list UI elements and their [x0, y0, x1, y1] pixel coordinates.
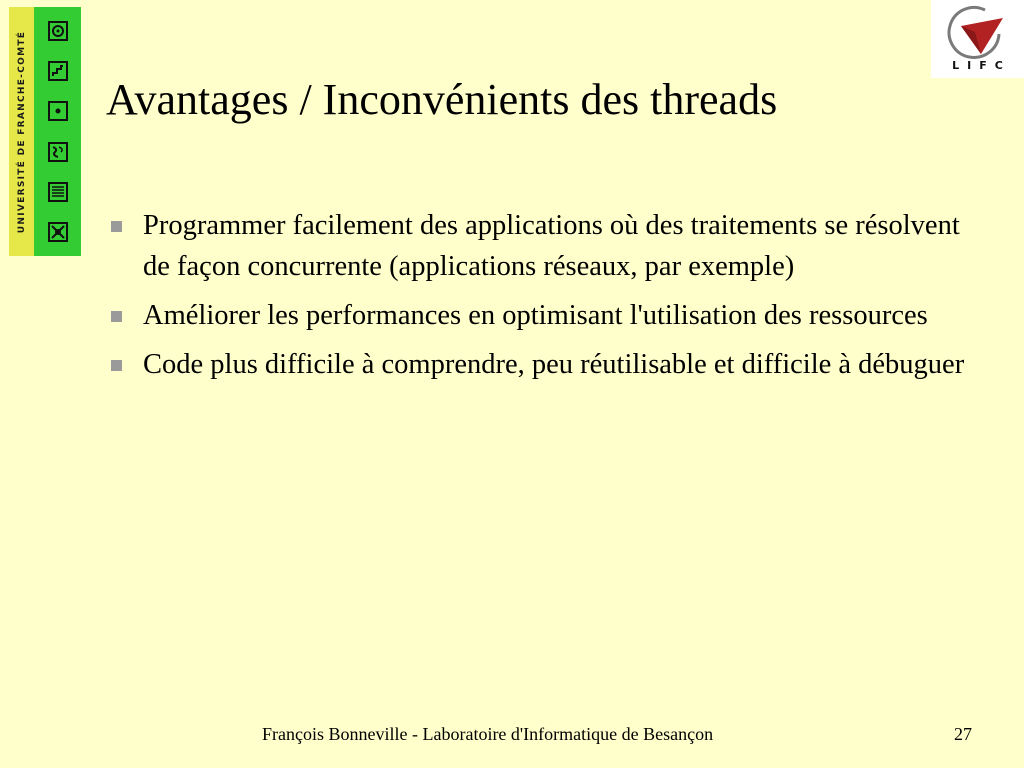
slide-title: Avantages / Inconvénients des threads: [106, 75, 778, 124]
bullet-item: [106, 205, 966, 287]
bullet-text: Code plus difficile à comprendre, peu réutilisable et difficile à débuguer: [143, 349, 965, 380]
spiral-icon: [48, 21, 68, 41]
columns-icon: [48, 182, 68, 202]
square-bullet-icon: [111, 311, 122, 322]
figure-icon: [48, 222, 68, 242]
square-dot-icon: [48, 101, 68, 121]
university-icons-band: [34, 7, 81, 256]
square-bullet-icon: [111, 360, 122, 371]
lifc-emblem-icon: [945, 4, 1011, 60]
bullet-text: Programmer facilement des applications où des traitements se résolvent de façon concurrente (applications réseaux, par exemple): [143, 210, 960, 282]
bullet-item: [106, 295, 966, 336]
bullet-text: Améliorer les performances en optimisant l'utilisation des ressources: [143, 300, 928, 331]
lifc-text: LIFC: [952, 59, 1011, 72]
page-number: 27: [954, 724, 972, 744]
bullet-list: [106, 205, 966, 393]
university-name-band: [9, 7, 34, 256]
staircase-icon: [48, 61, 68, 81]
footer-text: François Bonneville - Laboratoire d'Informatique de Besançon: [262, 724, 714, 744]
wave-icon: [48, 142, 68, 162]
bullet-item: [106, 344, 966, 385]
lifc-logo: [931, 0, 1024, 78]
square-bullet-icon: [111, 221, 122, 232]
university-logo: [9, 7, 81, 256]
university-name: UNIVERSITÉ DE FRANCHE-COMTÉ: [16, 30, 27, 233]
